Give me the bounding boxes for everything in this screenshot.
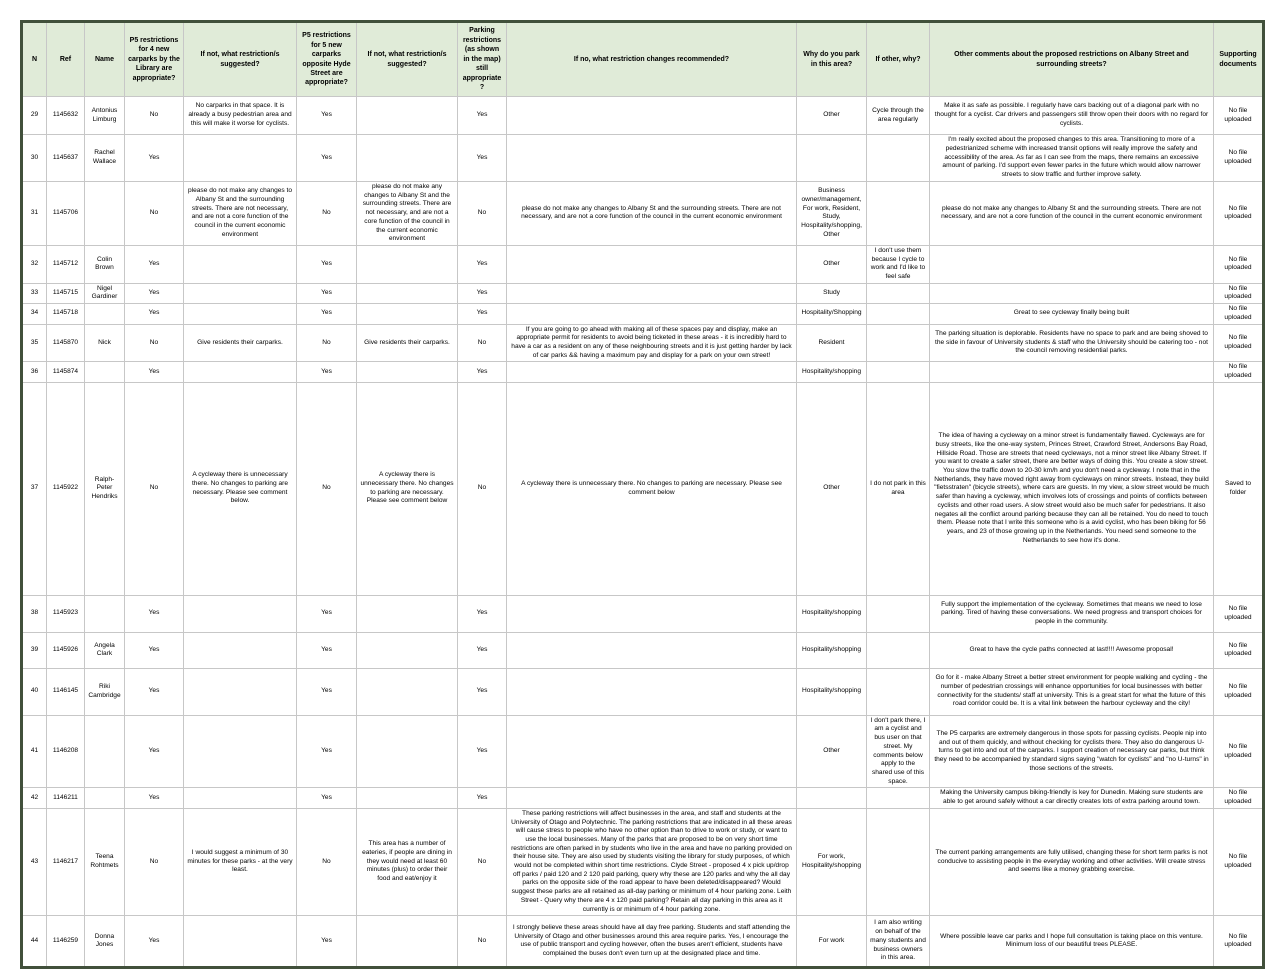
- cell-n: 31: [22, 182, 47, 246]
- cell-map_ok: Yes: [458, 632, 507, 668]
- cell-docs: No file uploaded: [1214, 135, 1264, 182]
- table-row: [22, 382, 1264, 595]
- cell-changes: [507, 283, 797, 303]
- cell-q5_suggest: [357, 788, 458, 808]
- cell-q4: Yes: [125, 916, 184, 968]
- header-row: [22, 22, 1264, 97]
- cell-q5: Yes: [297, 715, 357, 788]
- cell-ref: 1145715: [47, 283, 85, 303]
- table-row: [22, 135, 1264, 182]
- cell-docs: No file uploaded: [1214, 245, 1264, 283]
- column-header-q5_suggest: If not, what restriction/s suggested?: [357, 22, 458, 97]
- table-row: [22, 324, 1264, 362]
- cell-changes: [507, 788, 797, 808]
- cell-q4: Yes: [125, 668, 184, 715]
- cell-q4: Yes: [125, 283, 184, 303]
- cell-changes: A cycleway there is unnecessary there. No changes to parking are necessary. Please see comment below: [507, 382, 797, 595]
- cell-if_other: [867, 135, 930, 182]
- cell-q4: Yes: [125, 715, 184, 788]
- cell-map_ok: Yes: [458, 283, 507, 303]
- cell-comments: The current parking arrangements are fully utilised, changing these for short term parks is not conducive to assisting people in the everyday working and other activities. Will create stress and seems like a money grabbing exercise.: [930, 808, 1214, 915]
- cell-map_ok: Yes: [458, 97, 507, 135]
- cell-ref: 1145926: [47, 632, 85, 668]
- cell-comments: [930, 283, 1214, 303]
- cell-q4_suggest: [184, 668, 297, 715]
- cell-q5: No: [297, 182, 357, 246]
- cell-name: Colin Brown: [85, 245, 125, 283]
- cell-n: 42: [22, 788, 47, 808]
- column-header-n: N: [22, 22, 47, 97]
- cell-q5: Yes: [297, 135, 357, 182]
- cell-map_ok: Yes: [458, 715, 507, 788]
- cell-q4: Yes: [125, 788, 184, 808]
- cell-q4_suggest: [184, 135, 297, 182]
- table-row: [22, 245, 1264, 283]
- cell-q4: No: [125, 382, 184, 595]
- cell-docs: No file uploaded: [1214, 632, 1264, 668]
- cell-if_other: [867, 324, 930, 362]
- cell-n: 41: [22, 715, 47, 788]
- cell-comments: Great to have the cycle paths connected at last!!!! Awesome proposal!: [930, 632, 1214, 668]
- cell-map_ok: Yes: [458, 362, 507, 382]
- cell-changes: please do not make any changes to Albany St and the surrounding streets. There are not necessary, and are not a core function of the council in the current economic environment: [507, 182, 797, 246]
- cell-why_park: Other: [797, 382, 867, 595]
- cell-ref: 1145874: [47, 362, 85, 382]
- cell-q4_suggest: Give residents their carparks.: [184, 324, 297, 362]
- cell-q4_suggest: [184, 245, 297, 283]
- cell-docs: No file uploaded: [1214, 97, 1264, 135]
- cell-q5_suggest: [357, 245, 458, 283]
- cell-map_ok: No: [458, 916, 507, 968]
- cell-if_other: I don't park there, I am a cyclist and bus user on that street. My comments below apply to the shared use of this space.: [867, 715, 930, 788]
- cell-comments: Great to see cycleway finally being built: [930, 304, 1214, 324]
- cell-why_park: For work, Hospitality/shopping: [797, 808, 867, 915]
- cell-q5: Yes: [297, 788, 357, 808]
- cell-comments: I'm really excited about the proposed changes to this area. Transitioning to more of a pedestrianized scheme with increased transit options will really improve the safety and accessibility of the area. As far as I can see from the maps, there remains an excessive amount of parking. I'd support even fewer parks in the future which would allow narrower streets to slow traffic and further improve safety.: [930, 135, 1214, 182]
- cell-q4_suggest: A cycleway there is unnecessary there. No changes to parking are necessary. Please see comment below.: [184, 382, 297, 595]
- cell-changes: I strongly believe these areas should have all day free parking. Students and staff attending the University of Otago and other businesses around this area require parks. Yes, I encourage the use of public transport and cycling however, often the buses aren't efficient, students have complained the buses don't even turn up at the designated place and time.: [507, 916, 797, 968]
- cell-comments: Making the University campus biking-friendly is key for Dunedin. Making sure students are able to get around safely without a car directly creates lots of extra parking around town.: [930, 788, 1214, 808]
- cell-why_park: Hospitality/shopping: [797, 632, 867, 668]
- cell-docs: No file uploaded: [1214, 304, 1264, 324]
- cell-n: 40: [22, 668, 47, 715]
- cell-comments: Go for it - make Albany Street a better street environment for people walking and cycling - the number of pedestrian crossings will enhance opportunities for local businesses with better connectivity for the students/ staff at university. This is a great start for what the future of this road corridor could be. It is a vital link between the harbour cycleway and the city!: [930, 668, 1214, 715]
- table-row: [22, 788, 1264, 808]
- cell-changes: If you are going to go ahead with making all of these spaces pay and display, make an appropriate permit for residents to avoid being ticketed in these areas - it is incredibly hard to have a car as a resident on any of these neighbouring streets and it is just getting harder by lack of car parks && having a maximum pay and display for a park on your own street!: [507, 324, 797, 362]
- cell-q5_suggest: [357, 135, 458, 182]
- cell-n: 35: [22, 324, 47, 362]
- cell-q5: Yes: [297, 632, 357, 668]
- cell-if_other: Cycle through the area regularly: [867, 97, 930, 135]
- cell-name: Nick: [85, 324, 125, 362]
- cell-q5_suggest: please do not make any changes to Albany St and the surrounding streets. There are not necessary, and are not a core function of the council in the current economic environment: [357, 182, 458, 246]
- cell-name: [85, 304, 125, 324]
- cell-name: Riki Cambridge: [85, 668, 125, 715]
- table-row: [22, 632, 1264, 668]
- cell-why_park: Hospitality/Shopping: [797, 304, 867, 324]
- cell-q5_suggest: [357, 97, 458, 135]
- cell-q5: Yes: [297, 595, 357, 632]
- cell-changes: [507, 362, 797, 382]
- cell-why_park: Study: [797, 283, 867, 303]
- cell-q4_suggest: [184, 283, 297, 303]
- cell-n: 32: [22, 245, 47, 283]
- cell-map_ok: No: [458, 382, 507, 595]
- cell-why_park: [797, 788, 867, 808]
- table-row: [22, 808, 1264, 915]
- cell-q5: Yes: [297, 304, 357, 324]
- cell-q4_suggest: I would suggest a minimum of 30 minutes for these parks - at the very least.: [184, 808, 297, 915]
- cell-if_other: I am also writing on behalf of the many students and business owners in this area.: [867, 916, 930, 968]
- cell-q5_suggest: [357, 715, 458, 788]
- cell-n: 34: [22, 304, 47, 324]
- cell-ref: 1145922: [47, 382, 85, 595]
- cell-q5_suggest: [357, 916, 458, 968]
- cell-why_park: For work: [797, 916, 867, 968]
- cell-map_ok: Yes: [458, 304, 507, 324]
- table-row: [22, 668, 1264, 715]
- cell-changes: [507, 632, 797, 668]
- cell-q4: No: [125, 324, 184, 362]
- cell-map_ok: Yes: [458, 595, 507, 632]
- cell-q4: No: [125, 97, 184, 135]
- cell-ref: 1146208: [47, 715, 85, 788]
- cell-docs: Saved to folder: [1214, 382, 1264, 595]
- cell-q4_suggest: [184, 788, 297, 808]
- cell-comments: The idea of having a cycleway on a minor street is fundamentally flawed. Cycleways are for busy streets, like the one-way system, Princes Street, Crawford Street, Andersons Bay Road, Hillside Road. Those are streets that need cycleways, not a minor street like Albany Street. If you want to create a safer street, there are better ways of doing this. You create a slow street. You slow the traffic down to 20-30 km/h and you don't need a cycleway. I note that in the Netherlands, they have moved right away from cycleways on minor streets. Instead, they build "fietsstraten" (bicycle streets), where cars are guests. In my view, a slow street would be much safer than having a cycleway, which involves lots of crossings and points of conflicts between cyclists and other road users. A slow street would also be much safer for pedestrians. It also negates all the conflict around parking because they can all be retained. You do need to touch them. Please note that I write this someone who is a avid cyclist, who has been biking for 56 years, and 23 of those growing up in the Netherlands. You need send someone to the Netherlands to see how it's done.: [930, 382, 1214, 595]
- table-row: [22, 304, 1264, 324]
- cell-name: [85, 788, 125, 808]
- cell-why_park: Other: [797, 245, 867, 283]
- spreadsheet-page: [20, 20, 1265, 969]
- cell-docs: No file uploaded: [1214, 283, 1264, 303]
- cell-docs: No file uploaded: [1214, 668, 1264, 715]
- cell-changes: [507, 715, 797, 788]
- cell-changes: [507, 245, 797, 283]
- cell-if_other: [867, 304, 930, 324]
- cell-q5_suggest: [357, 304, 458, 324]
- cell-name: [85, 182, 125, 246]
- cell-q4: Yes: [125, 304, 184, 324]
- cell-n: 44: [22, 916, 47, 968]
- cell-ref: 1145637: [47, 135, 85, 182]
- cell-if_other: [867, 182, 930, 246]
- cell-docs: No file uploaded: [1214, 715, 1264, 788]
- cell-if_other: [867, 595, 930, 632]
- cell-why_park: Other: [797, 715, 867, 788]
- cell-n: 29: [22, 97, 47, 135]
- cell-ref: 1145632: [47, 97, 85, 135]
- table-row: [22, 283, 1264, 303]
- table-row: [22, 182, 1264, 246]
- cell-q5: Yes: [297, 283, 357, 303]
- cell-docs: No file uploaded: [1214, 324, 1264, 362]
- cell-ref: 1145870: [47, 324, 85, 362]
- cell-changes: [507, 668, 797, 715]
- cell-q5: Yes: [297, 668, 357, 715]
- table-row: [22, 362, 1264, 382]
- cell-comments: Make it as safe as possible. I regularly have cars backing out of a diagonal park with no thought for a cyclist. Car drivers and passengers still throw open their doors with no regard for cyclists.: [930, 97, 1214, 135]
- cell-q4: Yes: [125, 632, 184, 668]
- cell-map_ok: No: [458, 182, 507, 246]
- cell-docs: No file uploaded: [1214, 595, 1264, 632]
- cell-q4_suggest: [184, 632, 297, 668]
- cell-ref: 1145923: [47, 595, 85, 632]
- cell-name: Angela Clark: [85, 632, 125, 668]
- cell-ref: 1146211: [47, 788, 85, 808]
- cell-ref: 1145706: [47, 182, 85, 246]
- cell-n: 33: [22, 283, 47, 303]
- cell-q4_suggest: [184, 595, 297, 632]
- cell-q4_suggest: [184, 715, 297, 788]
- cell-q5_suggest: [357, 595, 458, 632]
- cell-q4: Yes: [125, 362, 184, 382]
- cell-q5_suggest: [357, 362, 458, 382]
- cell-q5: No: [297, 382, 357, 595]
- cell-q4_suggest: [184, 362, 297, 382]
- cell-n: 39: [22, 632, 47, 668]
- cell-q5: No: [297, 324, 357, 362]
- cell-comments: Fully support the implementation of the cycleway. Sometimes that means we need to lose parking. Tired of having these conversations. We need progress and transport choices for people in the community.: [930, 595, 1214, 632]
- cell-n: 38: [22, 595, 47, 632]
- cell-map_ok: No: [458, 324, 507, 362]
- cell-comments: [930, 362, 1214, 382]
- cell-name: Ralph-Peter Hendriks: [85, 382, 125, 595]
- column-header-changes: If no, what restriction changes recommended?: [507, 22, 797, 97]
- responses-table: [20, 20, 1265, 969]
- cell-map_ok: Yes: [458, 245, 507, 283]
- cell-name: Antonius Limburg: [85, 97, 125, 135]
- cell-q5: Yes: [297, 362, 357, 382]
- cell-comments: Where possible leave car parks and I hope full consultation is taking place on this venture. Minimum loss of our beautiful trees PLEASE.: [930, 916, 1214, 968]
- cell-q4_suggest: please do not make any changes to Albany St and the surrounding streets. There are not necessary, and are not a core function of the council in the current economic environment: [184, 182, 297, 246]
- cell-changes: These parking restrictions will affect businesses in the area, and staff and students at the University of Otago and Polytechnic. The parking restrictions that are indicated in all these areas will cause stress to people who have no other option than to drive to work or study, or want to use the local businesses. Many of the parks that are proposed to be on very short time restrictions are often parked in by students who live in the area and have no parking provided on their house site. They are also used by students visiting the library for study purposes, of which would not be completed within short time restrictions. Clyde Street - proposed 4 x pick up/drop off parks / paid 120 and 2 120 paid parking, query why these are 120 parks and why the all day parks on the opposite side of the road appear to have been deleted/disappeared? Would suggest these parks are all retained as all-day parking or minimum of 4 hour parking zone. Leith Street - Query why there are 4 x 120 paid parking? Retain all day parking in this area as it currently is or minimum of 4 hour parking zone.: [507, 808, 797, 915]
- cell-why_park: Hospitality/shopping: [797, 362, 867, 382]
- cell-why_park: Hospitality/shopping: [797, 668, 867, 715]
- cell-docs: No file uploaded: [1214, 808, 1264, 915]
- cell-why_park: Other: [797, 97, 867, 135]
- column-header-name: Name: [85, 22, 125, 97]
- cell-changes: [507, 304, 797, 324]
- cell-name: [85, 362, 125, 382]
- cell-why_park: [797, 135, 867, 182]
- cell-q4: Yes: [125, 135, 184, 182]
- cell-why_park: Business owner/management, For work, Resident, Study, Hospitality/shopping, Other: [797, 182, 867, 246]
- cell-comments: The P5 carparks are extremely dangerous in those spots for passing cyclists. People nip into and out of them quickly, and without checking for cyclists there. They also do dangerous U-turns to get into and out of the carparks. I support creation of necessary car parks, but think they need to be accompanied by standard signs saying "watch for cyclists" and "no U-turns" in those sections of the streets.: [930, 715, 1214, 788]
- cell-map_ok: No: [458, 808, 507, 915]
- cell-q5_suggest: Give residents their carparks.: [357, 324, 458, 362]
- cell-docs: No file uploaded: [1214, 182, 1264, 246]
- cell-q4: No: [125, 182, 184, 246]
- cell-name: [85, 715, 125, 788]
- cell-if_other: [867, 788, 930, 808]
- table-row: [22, 715, 1264, 788]
- cell-q4: Yes: [125, 245, 184, 283]
- cell-docs: No file uploaded: [1214, 916, 1264, 968]
- cell-ref: 1146217: [47, 808, 85, 915]
- cell-ref: 1145712: [47, 245, 85, 283]
- cell-ref: 1146259: [47, 916, 85, 968]
- cell-docs: No file uploaded: [1214, 788, 1264, 808]
- cell-q5: Yes: [297, 916, 357, 968]
- column-header-why_park: Why do you park in this area?: [797, 22, 867, 97]
- column-header-q4_suggest: If not, what restriction/s suggested?: [184, 22, 297, 97]
- cell-if_other: I don't use them because I cycle to work and I'd like to feel safe: [867, 245, 930, 283]
- cell-name: Donna Jones: [85, 916, 125, 968]
- cell-name: [85, 595, 125, 632]
- cell-ref: 1146145: [47, 668, 85, 715]
- cell-docs: No file uploaded: [1214, 362, 1264, 382]
- cell-q4_suggest: [184, 304, 297, 324]
- cell-if_other: [867, 362, 930, 382]
- cell-if_other: [867, 632, 930, 668]
- cell-if_other: [867, 283, 930, 303]
- cell-changes: [507, 97, 797, 135]
- cell-n: 36: [22, 362, 47, 382]
- column-header-q5: P5 restrictions for 5 new carparks opposite Hyde Street are appropriate?: [297, 22, 357, 97]
- cell-q4_suggest: [184, 916, 297, 968]
- column-header-q4: P5 restrictions for 4 new carparks by the Library are appropriate?: [125, 22, 184, 97]
- cell-q4: No: [125, 808, 184, 915]
- cell-q5: Yes: [297, 245, 357, 283]
- cell-name: Teena Rohtmets: [85, 808, 125, 915]
- cell-q5_suggest: A cycleway there is unnecessary there. No changes to parking are necessary. Please see comment below: [357, 382, 458, 595]
- cell-if_other: [867, 808, 930, 915]
- cell-n: 43: [22, 808, 47, 915]
- table-body: [22, 97, 1264, 968]
- cell-q5: Yes: [297, 97, 357, 135]
- table-row: [22, 595, 1264, 632]
- cell-comments: please do not make any changes to Albany St and the surrounding streets. There are not necessary, and are not a core function of the council in the current economic environment: [930, 182, 1214, 246]
- cell-q4: Yes: [125, 595, 184, 632]
- cell-n: 30: [22, 135, 47, 182]
- cell-map_ok: Yes: [458, 668, 507, 715]
- cell-q5: No: [297, 808, 357, 915]
- table-row: [22, 97, 1264, 135]
- cell-changes: [507, 595, 797, 632]
- cell-q5_suggest: This area has a number of eateries, if people are dining in they would need at least 60 minutes (plus) to order their food and eat/enjoy it: [357, 808, 458, 915]
- column-header-map_ok: Parking restrictions (as shown in the map) still appropriate?: [458, 22, 507, 97]
- cell-comments: The parking situation is deplorable. Residents have no space to park and are being shoved to the side in favour of University students & staff who the University should be catering too - not the council removing residential parks.: [930, 324, 1214, 362]
- cell-if_other: I do not park in this area: [867, 382, 930, 595]
- cell-name: Nigel Gardiner: [85, 283, 125, 303]
- column-header-comments: Other comments about the proposed restrictions on Albany Street and surrounding streets?: [930, 22, 1214, 97]
- cell-map_ok: Yes: [458, 788, 507, 808]
- cell-n: 37: [22, 382, 47, 595]
- cell-comments: [930, 245, 1214, 283]
- cell-q4_suggest: No carparks in that space. It is already a busy pedestrian area and this will make it worse for cyclists.: [184, 97, 297, 135]
- cell-if_other: [867, 668, 930, 715]
- cell-q5_suggest: [357, 632, 458, 668]
- table-row: [22, 916, 1264, 968]
- cell-ref: 1145718: [47, 304, 85, 324]
- cell-map_ok: Yes: [458, 135, 507, 182]
- cell-q5_suggest: [357, 668, 458, 715]
- column-header-ref: Ref: [47, 22, 85, 97]
- cell-name: Rachel Wallace: [85, 135, 125, 182]
- cell-q5_suggest: [357, 283, 458, 303]
- cell-why_park: Hospitality/shopping: [797, 595, 867, 632]
- column-header-if_other: If other, why?: [867, 22, 930, 97]
- cell-why_park: Resident: [797, 324, 867, 362]
- column-header-docs: Supporting documents: [1214, 22, 1264, 97]
- cell-changes: [507, 135, 797, 182]
